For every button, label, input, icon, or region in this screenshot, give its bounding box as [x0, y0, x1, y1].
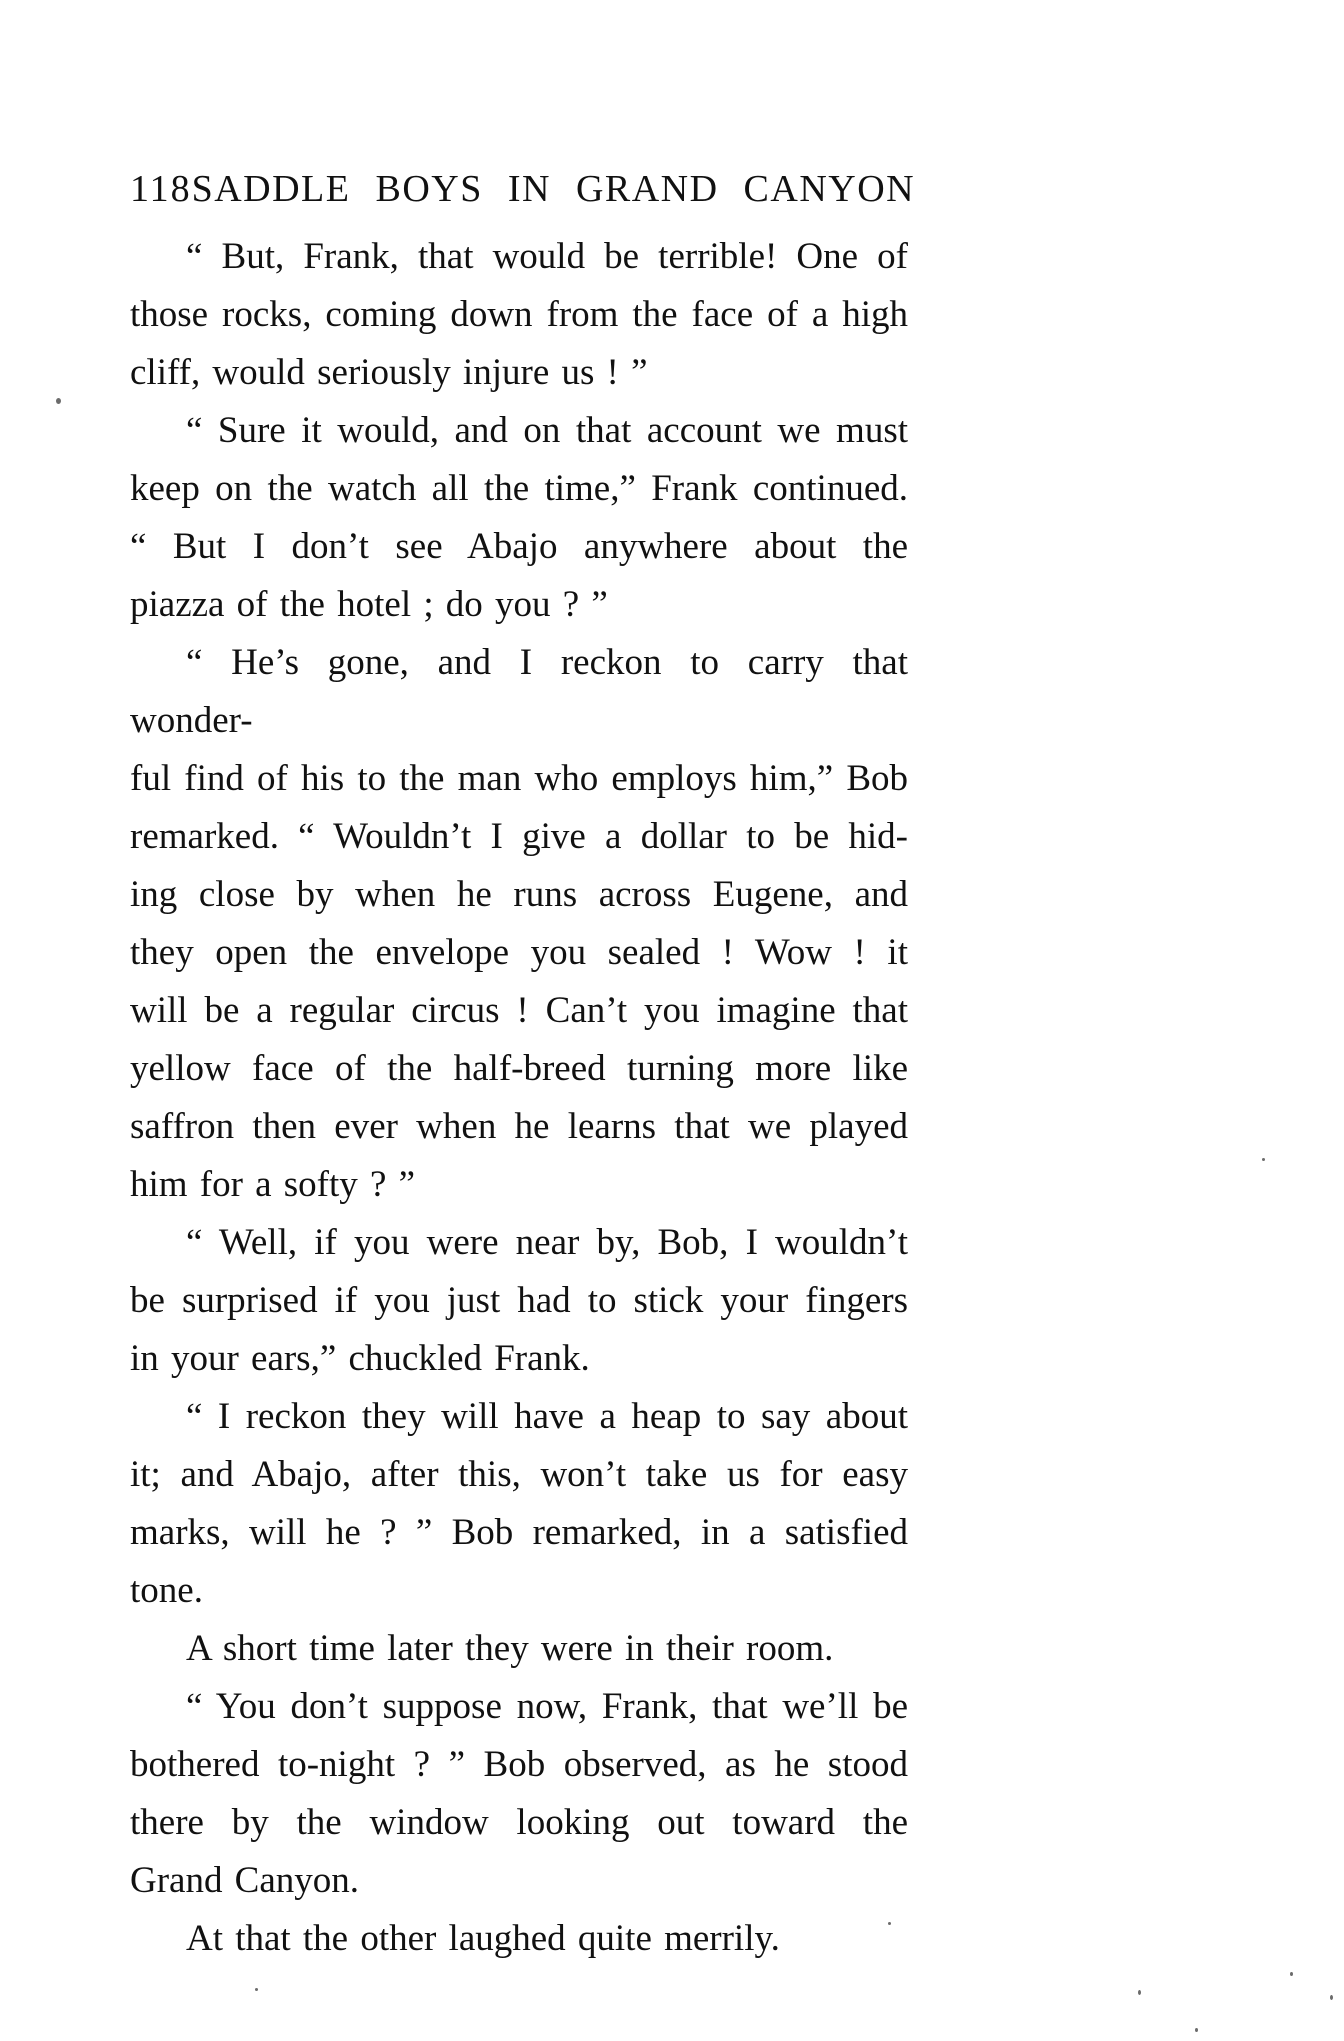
text-line: piazza of the hotel ; do you ? ”	[130, 584, 608, 625]
page-number: 118	[130, 168, 192, 210]
text-line: they open the envelope you sealed ! Wow ! it	[130, 932, 908, 973]
text-line: “ But I don’t see Abajo anywhere about the	[130, 526, 908, 567]
text-line: marks, will he ? ” Bob remarked, in a satisfied	[130, 1512, 908, 1553]
text-line: it; and Abajo, after this, won’t take us for easy	[130, 1454, 908, 1495]
scan-speck	[1330, 1995, 1333, 2000]
text-line: “ He’s gone, and I reckon to carry that wonder-	[130, 642, 908, 741]
text-line: cliff, would seriously injure us ! ”	[130, 352, 648, 393]
text-line: there by the window looking out toward the	[130, 1802, 908, 1843]
scan-speck	[1262, 1158, 1265, 1161]
text-line: those rocks, coming down from the face of a high	[130, 294, 908, 335]
text-line: “ But, Frank, that would be terrible! One of	[186, 236, 908, 277]
text-line: will be a regular circus ! Can’t you imagine that	[130, 990, 908, 1031]
text-line: “ You don’t suppose now, Frank, that we’ll be	[186, 1686, 908, 1727]
text-line: At that the other laughed quite merrily.	[186, 1918, 780, 1959]
text-line: tone.	[130, 1570, 203, 1611]
text-line: “ Well, if you were near by, Bob, I wouldn’t	[186, 1222, 908, 1263]
scan-speck	[888, 1922, 891, 1925]
text-line: “ I reckon they will have a heap to say about	[186, 1396, 908, 1437]
running-head	[130, 160, 916, 218]
text-line: keep on the watch all the time,” Frank continued.	[130, 468, 908, 509]
scan-speck	[1138, 1990, 1141, 1995]
page-title: SADDLE BOYS IN GRAND CANYON	[191, 168, 916, 210]
scan-speck	[1195, 2028, 1198, 2032]
text-column	[130, 160, 916, 1968]
text-line: remarked. “ Wouldn’t I give a dollar to be hid-	[130, 816, 908, 857]
text-line: Grand Canyon.	[130, 1860, 360, 1901]
scan-speck	[255, 1988, 258, 1991]
text-line: saffron then ever when he learns that we played	[130, 1106, 908, 1147]
text-block	[130, 228, 908, 1968]
text-line: bothered to-night ? ” Bob observed, as he stood	[130, 1744, 908, 1785]
text-line: be surprised if you just had to stick your fingers	[130, 1280, 908, 1321]
text-line: ful find of his to the man who employs him,” Bob	[130, 758, 908, 799]
text-line: “ Sure it would, and on that account we must	[186, 410, 908, 451]
scan-speck	[1290, 1972, 1293, 1976]
scan-speck	[56, 398, 61, 404]
text-line: him for a softy ? ”	[130, 1164, 416, 1205]
text-line: A short time later they were in their room.	[186, 1628, 834, 1669]
text-line: ing close by when he runs across Eugene, and	[130, 874, 908, 915]
text-line: yellow face of the half-breed turning more like	[130, 1048, 908, 1089]
text-line: in your ears,” chuckled Frank.	[130, 1338, 590, 1379]
